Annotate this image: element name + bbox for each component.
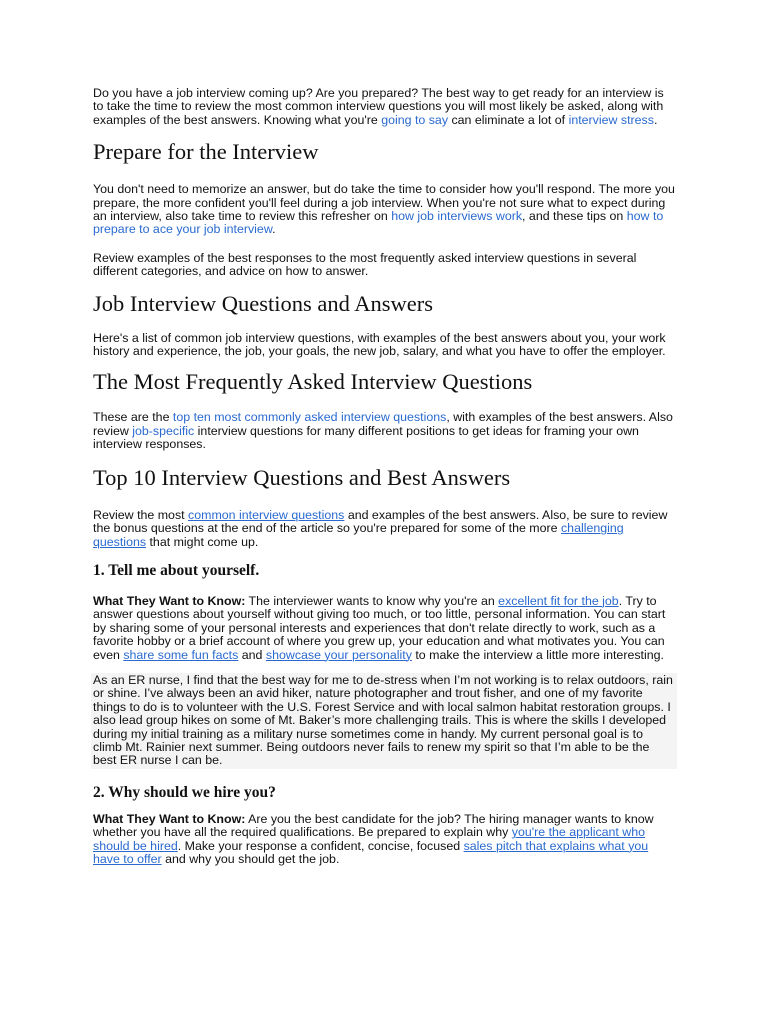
interview-stress-link[interactable]: interview stress — [568, 112, 654, 127]
sales-pitch-link[interactable]: sales pitch that explains what you have to offer — [93, 838, 649, 866]
q1-text: . Try to answer questions about yourself without giving too much, or too little, personal information. You can start by sharing some of your personal interests and experiences that don't relate directly to work, such as a favorite hobby or a brief account of where you grew up, your education and what motivates you. You can even — [93, 593, 666, 662]
going-to-say-link[interactable]: going to say — [381, 112, 449, 127]
top10-paragraph — [93, 509, 677, 549]
qa-paragraph: Here's a list of common job interview questions, with examples of the best answers about you, your work history and experience, the job, your goals, the new job, salary, and what you have to offer the employer. — [93, 330, 666, 359]
intro-text: can eliminate a lot of — [448, 112, 569, 127]
question-1-heading: 1. Tell me about yourself. — [93, 561, 260, 579]
prepare-heading: Prepare for the Interview — [93, 139, 319, 165]
faq-heading: The Most Frequently Asked Interview Questions — [93, 369, 533, 395]
qa-heading: Job Interview Questions and Answers — [93, 290, 433, 316]
top10-text: that might come up. — [146, 534, 259, 549]
what-they-want-label: What They Want to Know: — [93, 811, 246, 826]
q1-text: The interviewer wants to know why you're an — [245, 593, 499, 608]
how-job-interviews-work-link[interactable]: how job interviews work — [391, 209, 523, 224]
q1-text: to make the interview a little more interesting. — [411, 647, 664, 662]
q2-text: and why you should get the job. — [161, 852, 340, 866]
prepare-text: . — [272, 222, 276, 237]
faq-text: interview questions for many different positions to get ideas for framing your own interview responses. — [93, 423, 639, 452]
applicant-who-should-be-hired-link[interactable]: you're the applicant who should be hired — [93, 825, 646, 853]
question-2-explanation — [93, 813, 677, 867]
review-paragraph: Review examples of the best responses to the most frequently asked interview questions in several different categories, and advice on how to answer. — [93, 250, 637, 279]
faq-text: , with examples of the best answers. Also review — [93, 410, 673, 438]
article — [93, 87, 677, 866]
prepare-text: You don't need to memorize an answer, but do take the time to consider how you'll respond. The more you prepare, the more confident you'll feel during a job interview. When you're not sure what to expect during an interview, also take time to review this refresher on — [93, 182, 675, 224]
job-specific-link[interactable]: job-specific — [132, 423, 195, 438]
prepare-text: , and these tips on — [522, 209, 627, 224]
intro-text: . — [653, 112, 658, 127]
q2-text: . Make your response a confident, concise, focused — [177, 838, 464, 853]
q2-text: Are you the best candidate for the job? The hiring manager wants to know whether you have all the required qualifications. Be prepared to explain why — [93, 811, 654, 840]
prepare-paragraph — [93, 183, 677, 237]
top10-text: Review the most — [93, 507, 189, 522]
top-ten-questions-link[interactable]: top ten most commonly asked interview questions — [172, 410, 447, 425]
how-to-prepare-link[interactable]: how to prepare to ace your job interview — [93, 209, 664, 237]
common-interview-questions-link[interactable]: common interview questions — [188, 507, 345, 522]
top10-heading: Top 10 Interview Questions and Best Answers — [93, 464, 511, 490]
question-2-heading: 2. Why should we hire you? — [93, 783, 276, 801]
what-they-want-label: What They Want to Know: — [93, 593, 246, 608]
faq-text: These are the — [93, 410, 173, 425]
question-1-sample-answer: As an ER nurse, I find that the best way for me to de-stress when I’m not working is to relax outdoors, rain or shine. I’ve always been an avid hiker, nature photographer and trout fisher, and one of my favorite things to do is to volunteer with the U.S. Forest Service and with local salmon habitat restoration groups. I also lead group hikes on some of Mt. Baker’s more challenging trails. This is where the skills I developed during my initial training as a military nurse sometimes come in handy. My current personal goal is to climb Mt. Rainier next summer. Being outdoors never fails to renew my spirit so that I’m able to be the best ER nurse I can be. — [91, 673, 677, 769]
top10-text: and examples of the best answers. Also, be sure to review the bonus questions at the end of the article so you're prepared for some of the more — [93, 507, 668, 536]
question-1-explanation — [93, 595, 677, 662]
showcase-personality-link[interactable]: showcase your personality — [265, 647, 412, 662]
challenging-questions-link[interactable]: challenging questions — [93, 521, 624, 549]
faq-paragraph — [93, 411, 677, 451]
excellent-fit-link[interactable]: excellent fit for the job — [498, 593, 619, 608]
q1-text: and — [238, 647, 266, 662]
share-fun-facts-link[interactable]: share some fun facts — [123, 647, 239, 662]
intro-paragraph — [93, 87, 677, 127]
intro-text: Do you have a job interview coming up? Are you prepared? The best way to get ready for an interview is to take the time to review the most common interview questions you will most likely be asked, along with examples of the best answers. Knowing what you're — [93, 86, 664, 127]
